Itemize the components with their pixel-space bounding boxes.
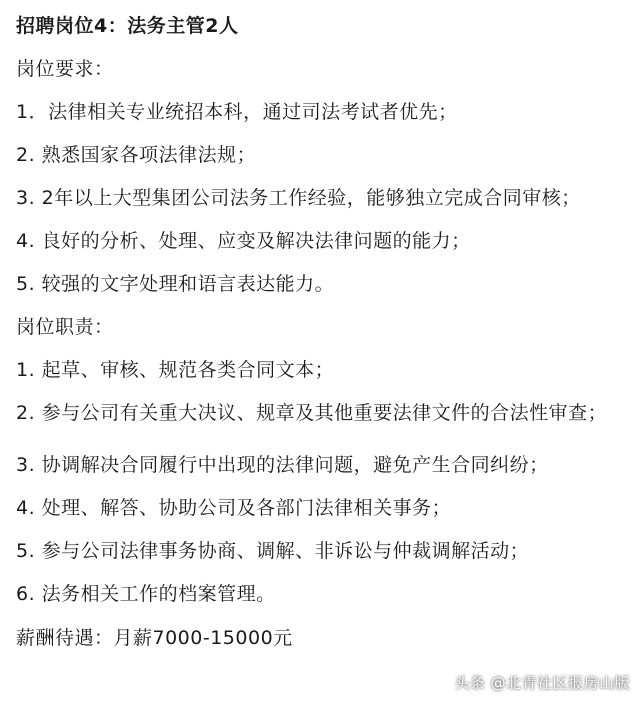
salary-info: 薪酬待遇：月薪7000-15000元 (16, 627, 293, 649)
duties-heading: 岗位职责： (16, 316, 114, 338)
requirement-item-4: 4. 良好的分析、处理、应变及解决法律问题的能力； (16, 230, 471, 252)
duty-item-6: 6. 法务相关工作的档案管理。 (16, 583, 276, 605)
job-posting (16, 0, 630, 650)
requirement-item-5: 5. 较强的文字处理和语言表达能力。 (16, 273, 335, 295)
requirement-item-3: 3. 2年以上大型集团公司法务工作经验，能够独立完成合同审核； (16, 187, 581, 209)
duty-item-2: 2. 参与公司有关重大决议、规章及其他重要法律文件的合法性审查； (16, 402, 608, 424)
duty-item-3: 3. 协调解决合同履行中出现的法律问题，避免产生合同纠纷； (16, 454, 549, 476)
duty-item-4: 4. 处理、解答、协助公司及各部门法律相关事务； (16, 497, 452, 519)
duty-item-1: 1. 起草、审核、规范各类合同文本； (16, 359, 335, 381)
source-watermark: 头条 @北青社区报房山版 (454, 674, 630, 692)
posting-title: 招聘岗位4：法务主管2人 (16, 15, 239, 37)
requirements-heading: 岗位要求： (16, 58, 114, 80)
requirement-item-2: 2. 熟悉国家各项法律法规； (16, 144, 257, 166)
duty-item-5: 5. 参与公司法律事务协商、调解、非诉讼与仲裁调解活动； (16, 540, 530, 562)
requirement-item-1: 1．法律相关专业统招本科，通过司法考试者优先； (16, 101, 458, 123)
